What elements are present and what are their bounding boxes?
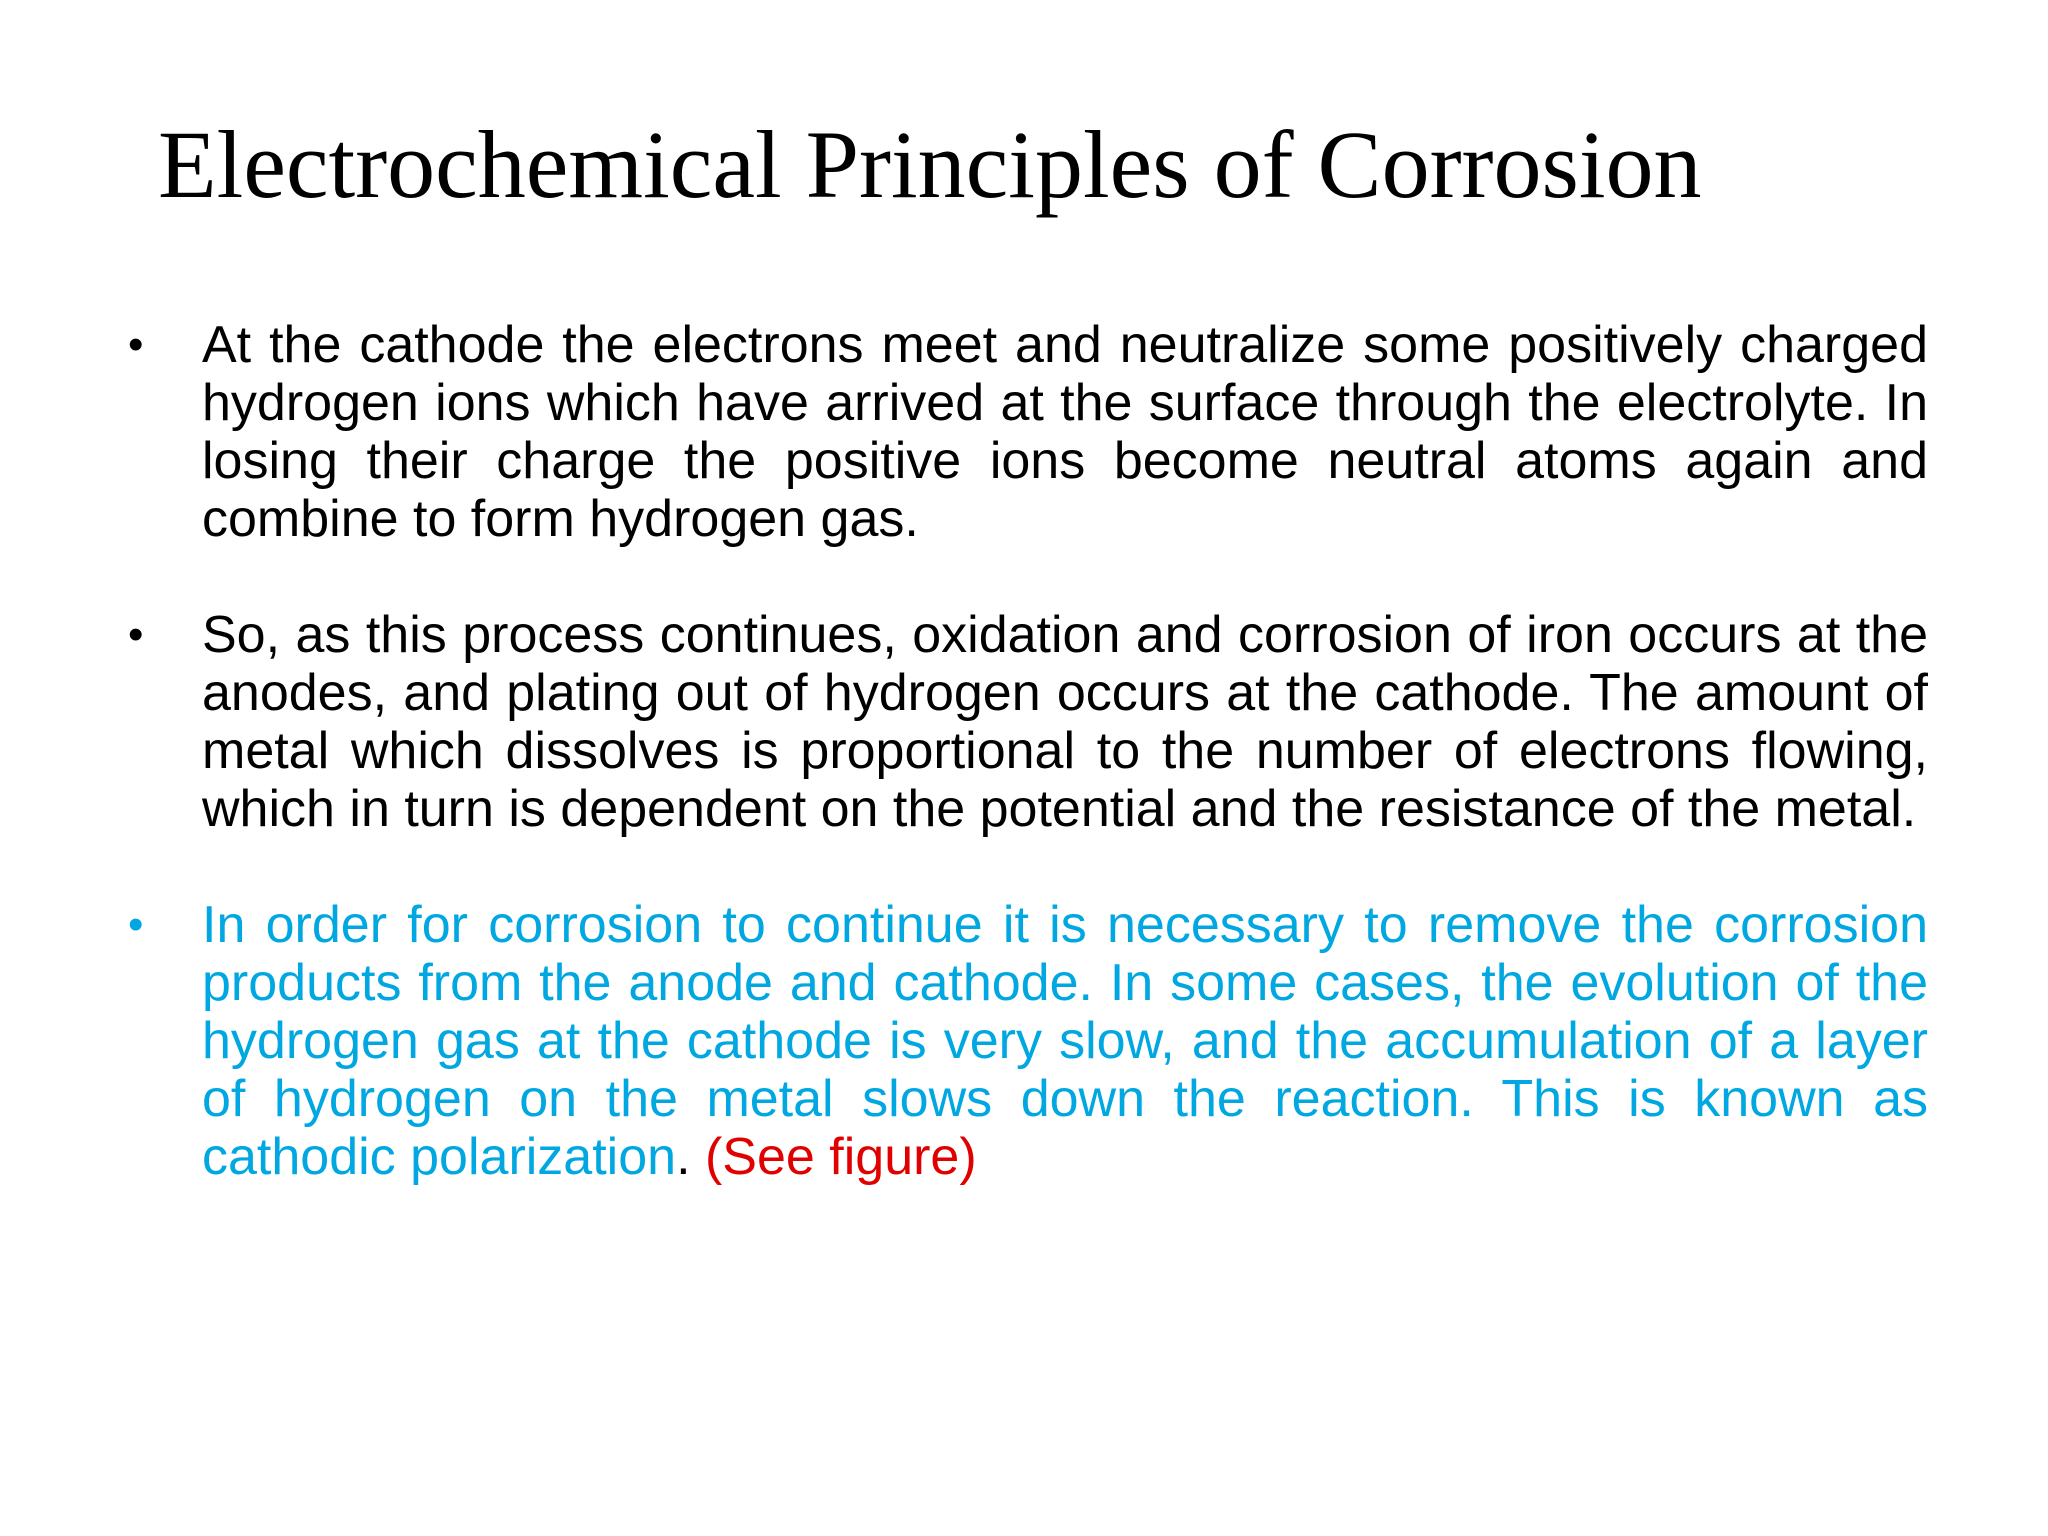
bullet-text: At the cathode the electrons meet and neutralize some positively charged hydrogen ions which have arrived at the surface through the electrolyte. In losing their charge the positive ions become neutral atoms again and combine to form hydrogen gas. (202, 316, 1928, 548)
bullet-text: In order for corrosion to continue it is necessary to remove the corrosion products from the anode and cathode. In some cases, the evolution of the hydrogen gas at the cathode is very slow, and the accumulation of a layer of hydrogen on the metal slows down the reaction. This is known as cathodic polarization (202, 896, 1928, 1186)
bullet-item (120, 606, 1928, 838)
bullet-list (120, 316, 1928, 1244)
see-figure-link[interactable]: (See figure) (704, 1128, 977, 1186)
bullet-dot-icon: • (128, 320, 144, 369)
bullet-period: . (676, 1128, 691, 1186)
slide-title: Electrochemical Principles of Corrosion (158, 111, 1702, 218)
bullet-text: So, as this process continues, oxidation and corrosion of iron occurs at the anodes, and plating out of hydrogen occurs at the cathode. The amount of metal which dissolves is proportional to the number of electrons flowing, which in turn is dependent on the potential and the resistance of the metal. (202, 606, 1928, 838)
bullet-dot-icon: • (128, 900, 144, 949)
bullet-item (120, 896, 1928, 1186)
bullet-dot-icon: • (128, 610, 144, 659)
bullet-item (120, 316, 1928, 548)
